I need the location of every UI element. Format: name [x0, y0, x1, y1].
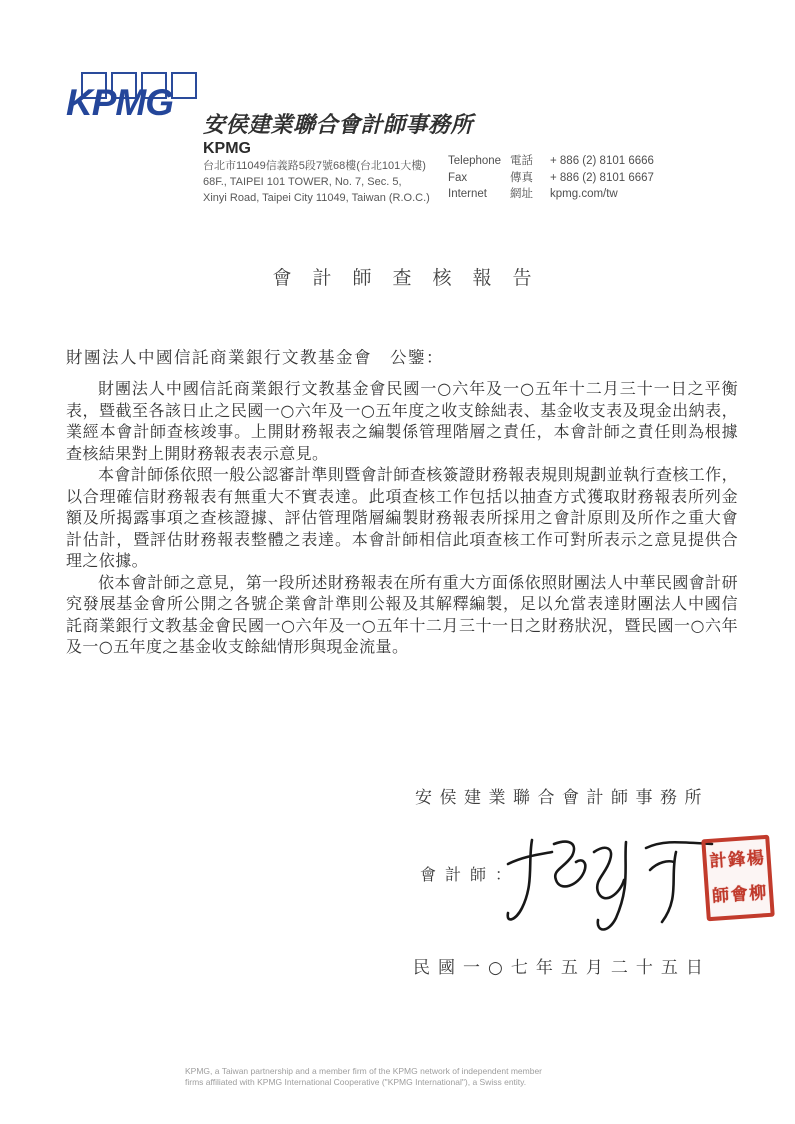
- seal-character: 師: [711, 885, 730, 907]
- contact-value: kpmg.com/tw: [550, 188, 618, 200]
- kpmg-logo: [66, 72, 206, 122]
- seal-character: 楊: [746, 848, 765, 870]
- contact-label-zh: 網址: [510, 188, 533, 200]
- contact-value: + 886 (2) 8101 6666: [550, 155, 654, 167]
- address-line-zh: 台北市11049信義路5段7號68樓(台北101大樓): [203, 160, 426, 172]
- firm-name-en: KPMG: [203, 140, 251, 157]
- report-date: 民國一○七年五月二十五日: [413, 958, 711, 978]
- contact-label-en: Internet: [448, 188, 487, 200]
- paragraph-scope: 財團法人中國信託商業銀行文教基金會民國一○六年及一○五年十二月三十一日之平衡表，暨截至各該日止之民國一○六年及一○五年度之收支餘絀表、基金收支表及現金出納表，業經本會計師查核竣事。上開財務報表之編製係管理階層之責任，本會計師之責任則為根據查核結果對上開財務報表表示意見。: [66, 379, 738, 463]
- accountant-signature: [498, 822, 716, 937]
- paragraph-audit-basis: 本會計師係依照一般公認審計準則暨會計師查核簽證財務報表規則規劃並執行查核工作，以合理確信財務報表有無重大不實表達。此項查核工作包括以抽查方式獲取財務報表所列金額及所揭露事項之查核證據、評估管理階層編製財務報表所採用之會計原則及所作之重大會計估計，暨評估財務報表整體之表達。本會計師相信此項查核工作可對所表示之意見提供合理之依據。: [66, 465, 738, 570]
- salutation-line: 財團法人中國信託商業銀行文教基金會 公鑒：: [66, 348, 444, 367]
- contact-block: [448, 153, 654, 203]
- legal-footer-line-1: KPMG, a Taiwan partnership and a member firm of the KPMG network of independent member: [185, 1066, 543, 1076]
- legal-footer-line-2: firms affiliated with KPMG International Cooperative ("KPMG International"), a Swiss entity.: [185, 1076, 527, 1087]
- contact-row-internet: [448, 186, 654, 203]
- seal-character: 鋒: [727, 849, 746, 871]
- report-title: 會計師查核報告: [272, 267, 553, 289]
- firm-name-calligraphy: 安侯建業聯合會計師事務所: [203, 112, 474, 138]
- seal-character: 柳: [748, 883, 767, 905]
- contact-value: + 886 (2) 8101 6667: [550, 171, 654, 184]
- address-line-en-2: Xinyi Road, Taipei City 11049, Taiwan (R.O.C.): [203, 192, 430, 204]
- seal-character: 計: [708, 850, 728, 872]
- contact-label-zh: 電話: [510, 155, 533, 167]
- contact-label-zh: 傳真: [510, 171, 533, 184]
- kpmg-logo-text: KPMG: [66, 82, 173, 123]
- paragraph-opinion: 依本會計師之意見，第一段所述財務報表在所有重大方面係依照財團法人中華民國會計研究發展基金會所公開之各號企業會計準則公報及其解釋編製，足以允當表達財團法人中國信託商業銀行文教基金會民國一○六年及一○五年十二月三十一日之財務狀況，暨民國一○六年及一○五年度之基金收支餘絀情形與現金流量。: [66, 572, 738, 656]
- seal-character: 會: [730, 884, 749, 906]
- accountant-seal-stamp: [701, 835, 775, 922]
- legal-footer: [185, 1066, 645, 1087]
- address-line-en-1: 68F., TAIPEI 101 TOWER, No. 7, Sec. 5,: [203, 176, 402, 188]
- contact-row-fax: [448, 170, 654, 187]
- contact-label-en: Fax: [448, 171, 468, 184]
- contact-row-telephone: [448, 153, 654, 170]
- closing-firm-name: 安侯建業聯合會計師事務所: [415, 788, 709, 808]
- accountant-label: 會計師：: [420, 865, 521, 884]
- report-body: [66, 378, 738, 658]
- contact-label-en: Telephone: [448, 155, 502, 167]
